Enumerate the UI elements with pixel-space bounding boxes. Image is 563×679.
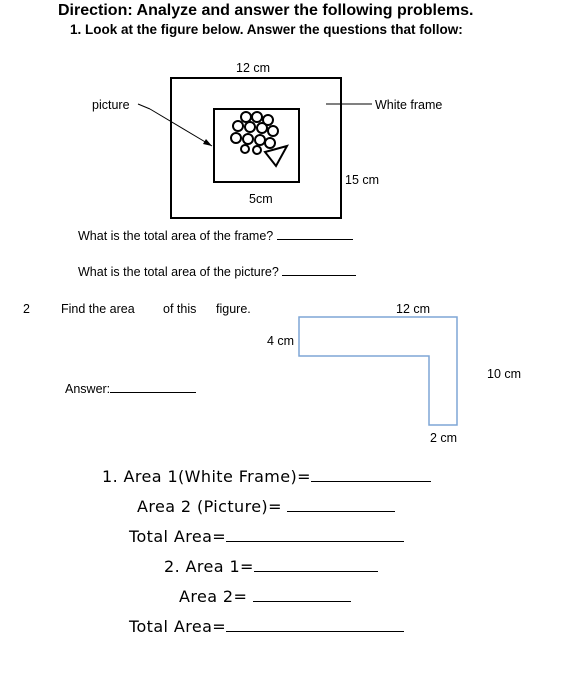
picture-area-question-text: What is the total area of the picture? bbox=[78, 265, 279, 279]
answer-1-label: 1. Area 1(White Frame)= bbox=[102, 467, 311, 486]
l-right-label: 10 cm bbox=[487, 367, 522, 381]
answer-line-2 bbox=[137, 497, 395, 516]
answer-line-6 bbox=[129, 617, 404, 636]
inner-width-label: 5cm bbox=[249, 192, 273, 206]
frame-area-question-text: What is the total area of the frame? bbox=[78, 229, 274, 243]
leaf-icon bbox=[265, 146, 287, 166]
answer-line-5 bbox=[179, 587, 351, 606]
flower-icon bbox=[231, 112, 278, 154]
answer-2-label: Area 2 (Picture)= bbox=[137, 497, 288, 516]
white-frame-label: White frame bbox=[375, 98, 443, 112]
question-1-instructions: 1. Look at the figure below. Answer the questions that follow: bbox=[70, 22, 463, 37]
answer-4-blank[interactable] bbox=[254, 561, 378, 572]
answer-3-blank[interactable] bbox=[226, 531, 404, 542]
problem-2-prompt-b: of this bbox=[163, 302, 197, 316]
answer-label: Answer: bbox=[65, 382, 111, 396]
picture-pointer-arrow bbox=[150, 109, 212, 146]
problem-2-answer bbox=[65, 382, 196, 396]
l-bottom-label: 2 cm bbox=[430, 431, 458, 445]
answer-6-label: Total Area= bbox=[129, 617, 227, 636]
frame-area-blank[interactable] bbox=[277, 229, 353, 240]
picture-area-question bbox=[78, 265, 356, 279]
answer-line-3 bbox=[129, 527, 404, 546]
frame-area-question bbox=[78, 229, 353, 243]
picture-label: picture bbox=[92, 98, 130, 112]
problem-2-prompt-a: Find the area bbox=[61, 302, 135, 316]
answer-5-blank[interactable] bbox=[253, 591, 351, 602]
problem-2-number: 2 bbox=[23, 302, 30, 316]
l-left-label: 4 cm bbox=[267, 334, 295, 348]
problem-2-prompt-c: figure. bbox=[216, 302, 251, 316]
answer-3-label: Total Area= bbox=[129, 527, 227, 546]
answer-4-label: 2. Area 1= bbox=[164, 557, 254, 576]
answer-5-label: Area 2= bbox=[179, 587, 253, 606]
answer-line-1 bbox=[102, 467, 431, 486]
answer-2-blank[interactable] bbox=[287, 501, 395, 512]
direction-title: Direction: Analyze and answer the following problems. bbox=[58, 2, 474, 19]
answer-line-4 bbox=[164, 557, 378, 576]
answer-6-blank[interactable] bbox=[226, 621, 404, 632]
picture-area-blank[interactable] bbox=[282, 265, 356, 276]
answer-1-blank[interactable] bbox=[311, 471, 431, 482]
l-shaped-figure bbox=[299, 317, 457, 425]
l-top-label: 12 cm bbox=[396, 302, 431, 316]
picture-arrowhead bbox=[203, 139, 212, 146]
height-label: 15 cm bbox=[345, 173, 380, 187]
answer-blank[interactable] bbox=[110, 382, 196, 393]
picture-pointer-line bbox=[138, 104, 150, 109]
width-label: 12 cm bbox=[236, 61, 271, 75]
